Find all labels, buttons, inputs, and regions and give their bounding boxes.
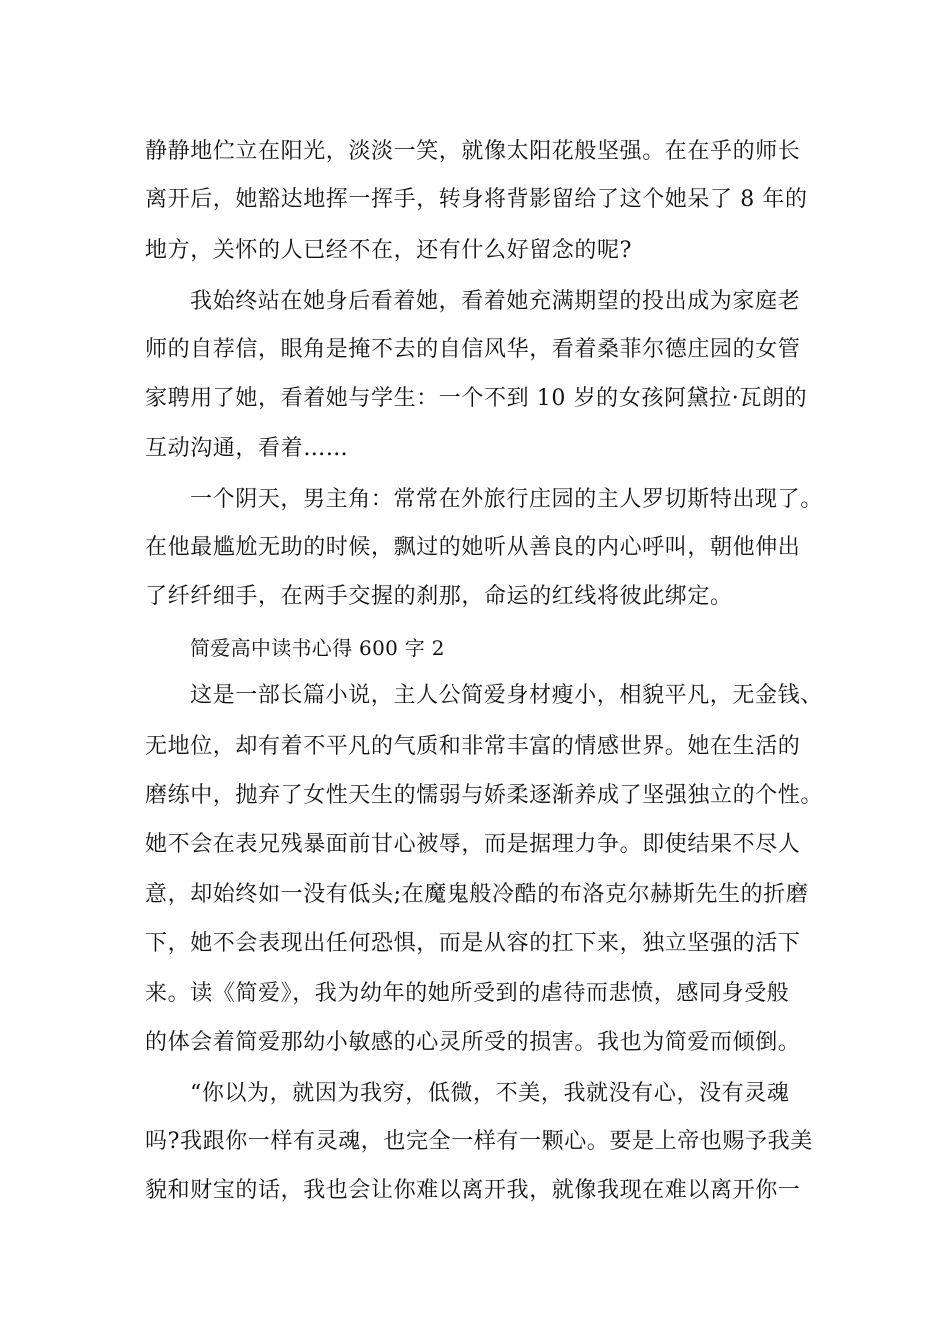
text-line: 下，她不会表现出任何恐惧，而是从容的扛下来，独立坚强的活下 [145,931,801,956]
text-line: 无地位，却有着不平凡的气质和非常丰富的情感世界。她在生活的 [145,734,801,759]
section-heading: 简爱高中读书心得 600 字 2 [190,636,445,660]
text-line: 静静地伫立在阳光，淡淡一笑，就像太阳花般坚强。在在乎的师长 [145,139,801,164]
text-line: 吗?我跟你一样有灵魂，也完全一样有一颗心。要是上帝也赐予我美 [145,1129,813,1154]
text-line: 意，却始终如一没有低头;在魔鬼般冷酷的布洛克尔赫斯先生的折磨 [145,882,809,907]
text-line: 互动沟通，看着…… [145,436,349,461]
text-line: 家聘用了她，看着她与学生：一个不到 10 岁的女孩阿黛拉·瓦朗的 [145,386,808,411]
text-line: 的体会着简爱那幼小敏感的心灵所受的损害。我也为简爱而倾倒。 [145,1030,801,1055]
text-line: 磨练中，抛弃了女性天生的懦弱与娇柔逐渐养成了坚强独立的个性。 [145,783,824,808]
text-line: 地方，关怀的人已经不在，还有什么好留念的呢? [145,238,632,263]
text-line: 了纤纤细手，在两手交握的刹那，命运的红线将彼此绑定。 [145,584,733,609]
text-line: 她不会在表兄残暴面前甘心被辱，而是据理力争。即使结果不尽人 [145,832,801,857]
text-line: 离开后，她豁达地挥一挥手，转身将背影留给了这个她呆了 8 年的 [145,187,808,212]
text-line: 师的自荐信，眼角是掩不去的自信风华，看着桑菲尔德庄园的女管 [145,337,801,362]
quote-first-line: “你以为，就因为我穷，低微，不美，我就没有心，没有灵魂 [190,1081,790,1106]
text-line: 貌和财宝的话，我也会让你难以离开我，就像我现在难以离开你一 [145,1178,801,1203]
paragraph-first-line: 这是一部长篇小说，主人公简爱身材瘦小，相貌平凡，无金钱、 [190,683,823,708]
paragraph-first-line: 一个阴天，男主角：常常在外旅行庄园的主人罗切斯特出现了。 [190,487,823,512]
paragraph-first-line: 我始终站在她身后看着她，看着她充满期望的投出成为家庭老 [190,289,801,314]
text-line: 在他最尴尬无助的时候，飘过的她听从善良的内心呼叫，朝他伸出 [145,535,801,560]
text-line: 来。读《简爱》，我为幼年的她所受到的虐待而悲愤，感同身受般 [145,981,790,1006]
